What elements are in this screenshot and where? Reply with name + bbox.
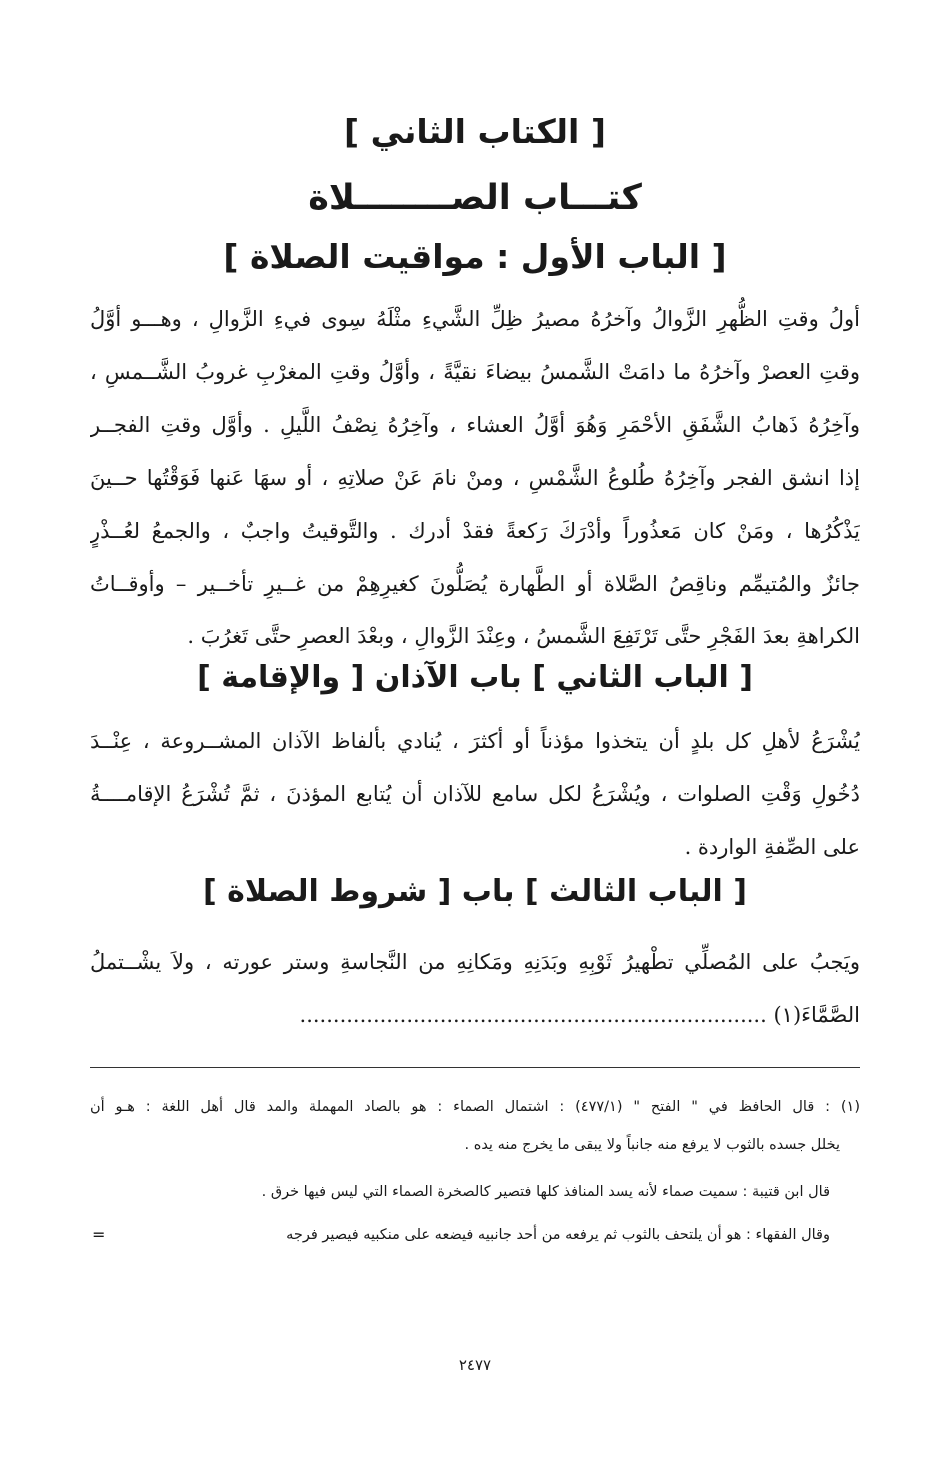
page-number: ٢٤٧٧: [458, 1356, 492, 1374]
book-title: [ الكتاب الثاني ]: [344, 112, 606, 151]
chapter1-line: الكراهةِ بعدَ الفَجْرِ حتَّى تَرْتَفِعَ الشَّمسُ ، وعِنْدَ الزَّوالِ ، وبعْدَ العصرِ حتَّى تَغرُبَ .: [187, 624, 860, 648]
footnote-divider: [90, 1067, 860, 1068]
chapter2-line: يُشْرَعُ لأهلِ كل بلدٍ أن يتخذوا مؤذناً أو أكثرَ ، يُنادي بألفاظ الآذان المشــروعة ، عِنْــدَ: [90, 729, 860, 753]
chapter3-line: ويَجبُ على المُصلِّي تطْهيرُ ثَوْبِهِ وبَدَنِهِ ومَكانِهِ من النَّجاسةِ وستر عورته ، ولاَ يشْــتملُ: [90, 950, 860, 974]
footnote-line: وقال الفقهاء : هو أن يلتحف بالثوب ثم يرفعه من أحد جانبيه فيضعه على منكبيه فيصير فرجه: [286, 1227, 830, 1243]
chapter1-line: أولُ وقتِ الظُّهرِ الزَّوالُ وآخرُهُ مصيرُ ظِلِّ الشَّيءِ مثْلَهُ سِوى فيءِ الزَّوالِ ، وهـــو أوَّلُ: [90, 307, 860, 331]
chapter1-line: وقتِ العصرْ وآخرُهُ ما دامَتْ الشَّمسُ بيضاءَ نقيَّةً ، وأوَّلُ وقتِ المغرْبِ غروبُ الشَّــمسِ ،: [90, 360, 860, 384]
footnote-line: يخلل جسده بالثوب لا يرفع منه جانباً ولا يبقى ما يخرج منه يده .: [464, 1137, 840, 1153]
chapter1-line: يَذْكُرُها ، ومَنْ كان مَعذُوراً وأدْرَكَ رَكعةً فقدْ أدرك . والتَّوقيتُ واجبٌ ، والجمعُ لعُــذْرٍ: [90, 519, 860, 543]
chapter1-line: جائزٌ والمُتيمِّم وناقِصُ الصَّلاة أو الطَّهارة يُصَلُّونَ كغيرِهِمْ من غــيرِ تأخــير – وأوقــاتُ: [90, 572, 860, 596]
chapter3-line: الصَّمَّاءَ(١) ......................................................................: [299, 1003, 860, 1027]
chapter1-title: [ الباب الأول : مواقيت الصلاة ]: [223, 237, 727, 276]
book-name: كتـــاب الصــــــــلاة: [308, 178, 642, 218]
footnote-line: قال ابن قتيبة : سميت صماء لأنه يسد المنافذ كلها فتصير كالصخرة الصماء التي ليس فيها خرق .: [261, 1184, 830, 1200]
chapter3-title: [ الباب الثالث ] باب [ شروط الصلاة ]: [203, 874, 747, 909]
chapter1-line: إذا انشق الفجر وآخِرُهُ طُلوعُ الشَّمْسِ ، ومنْ نامَ عَنْ صلاتِهِ ، أو سهَا عَنها فَوَقْتُها حــينَ: [90, 466, 860, 490]
chapter1-line: وآخِرُهُ ذَهابُ الشَّفَقِ الأحْمَرِ وَهُوَ أوَّلُ العشاء ، وآخِرُهُ نِصْفُ اللَّيلِ . وأوَّل وقتِ الفجــر: [90, 413, 860, 437]
chapter2-line: على الصِّفةِ الواردة .: [684, 835, 860, 859]
chapter2-line: دُخُولِ وَقْتِ الصلوات ، ويُشْرَعُ لكل سامع للآذان أن يُتابع المؤذنَ ، ثمَّ تُشْرَعُ الإقامــــةُ: [90, 782, 860, 806]
footnote-continuation-mark: =: [92, 1225, 106, 1244]
chapter2-title: [ الباب الثاني ] باب الآذان [ والإقامة ]: [197, 660, 753, 695]
footnote-line: (١) : قال الحافظ في " الفتح " (٤٧٧/١) : اشتمال الصماء : هو بالصاد المهملة والمد قال أهل اللغة : هـو أن: [90, 1099, 860, 1115]
